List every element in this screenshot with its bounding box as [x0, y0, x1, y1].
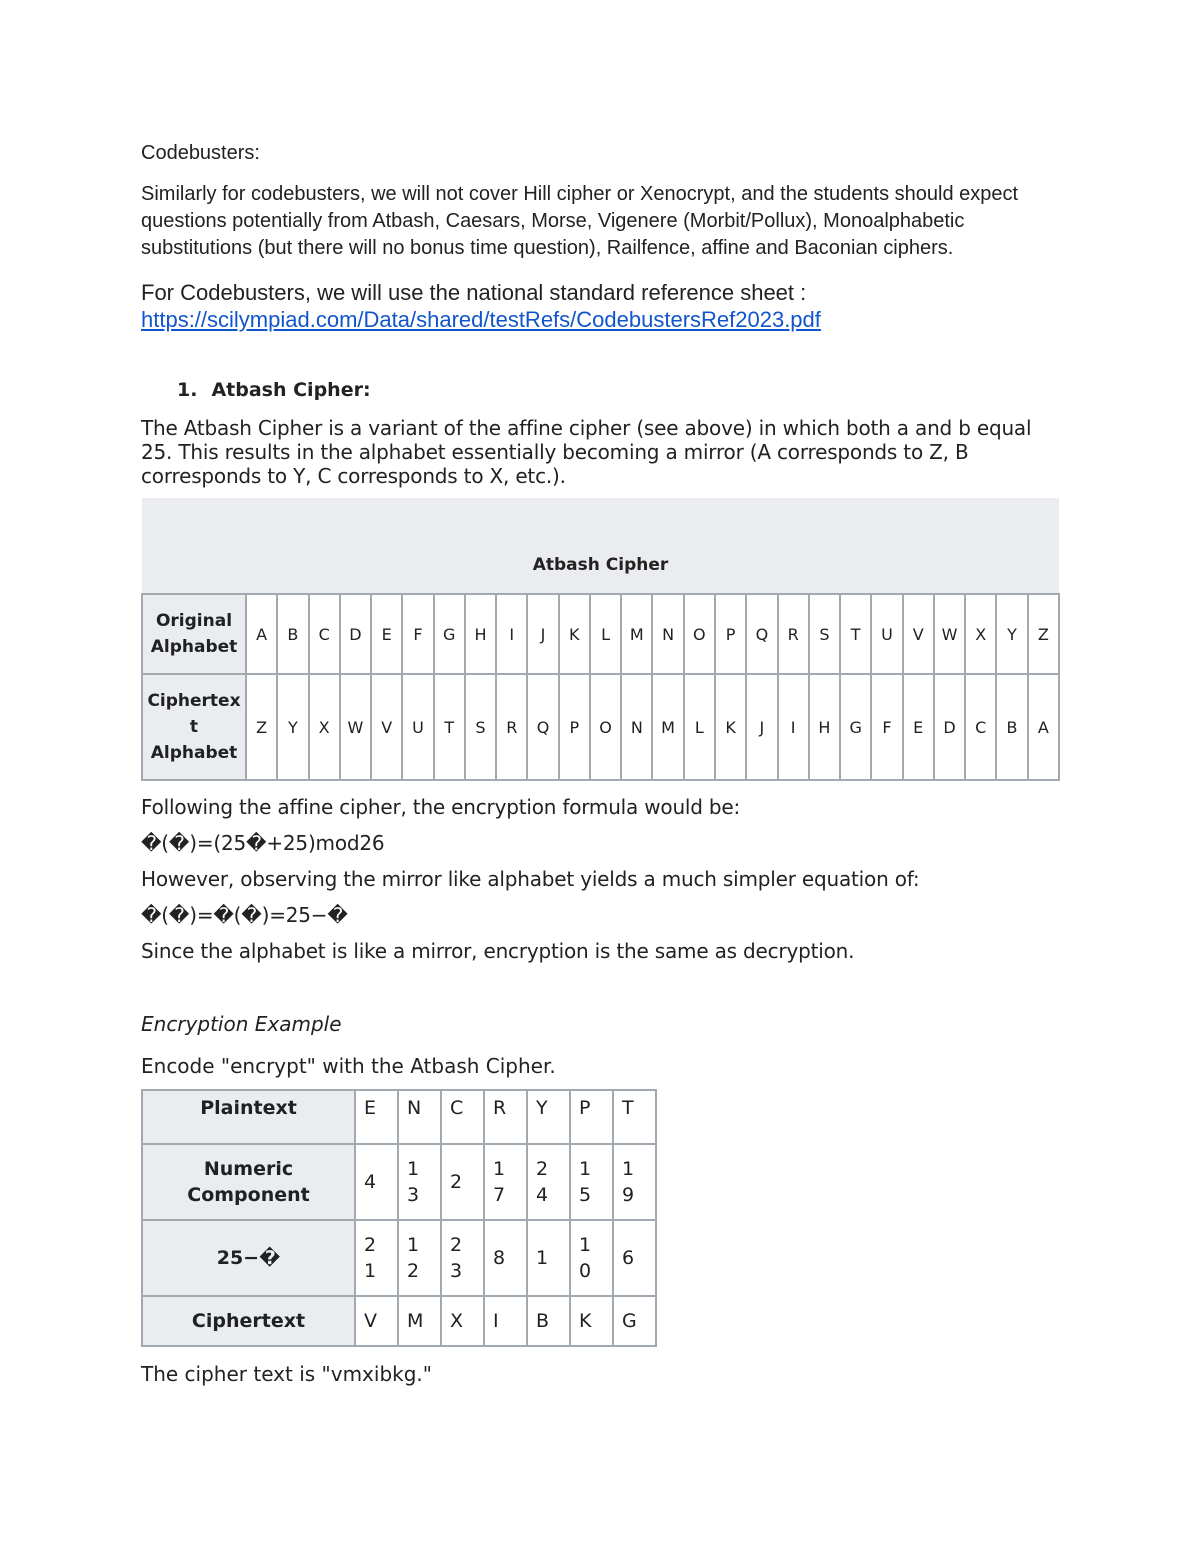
formula-mirror: �(�)=�(�)=25−�: [141, 903, 348, 927]
original-letter-cell: N: [652, 594, 683, 674]
ciphertext-header: Ciphertext: [142, 1296, 355, 1346]
example-cell: 2 3: [441, 1220, 484, 1296]
original-letter-cell: W: [934, 594, 965, 674]
example-cell: P: [570, 1090, 613, 1144]
original-letter-cell: E: [371, 594, 402, 674]
plaintext-header: Plaintext: [142, 1090, 355, 1144]
original-letter-cell: Q: [746, 594, 777, 674]
original-letter-cell: X: [965, 594, 996, 674]
section-body: The Atbash Cipher is a variant of the affine cipher (see above) in which both a and b equal 25. This results in the alphabet essentially becoming a mirror (A corresponds to Z, B corresponds to Y, C corresponds to X, etc.).: [141, 416, 1032, 488]
cipher-letter-cell: G: [840, 674, 871, 780]
cipher-letter-cell: K: [715, 674, 746, 780]
cipher-letter-cell: V: [371, 674, 402, 780]
ciphertext-alphabet-row: [142, 674, 1059, 780]
cipher-letter-cell: Q: [527, 674, 558, 780]
cipher-letter-cell: O: [590, 674, 621, 780]
example-cell: E: [355, 1090, 398, 1144]
mirror-value-header: 25−�: [142, 1220, 355, 1296]
original-letter-cell: A: [246, 594, 277, 674]
example-cell: 2: [441, 1144, 484, 1220]
example-cell: X: [441, 1296, 484, 1346]
original-alphabet-header: Original Alphabet: [142, 594, 246, 674]
example-cell: T: [613, 1090, 656, 1144]
plaintext-row: [142, 1090, 656, 1144]
example-cell: 1 0: [570, 1220, 613, 1296]
example-task: Encode "encrypt" with the Atbash Cipher.: [141, 1054, 556, 1078]
section-title: [177, 377, 1061, 403]
example-cell: 1 7: [484, 1144, 527, 1220]
original-letter-cell: P: [715, 594, 746, 674]
original-alphabet-row: [142, 594, 1059, 674]
example-cell: 1 2: [398, 1220, 441, 1296]
cipher-letter-cell: J: [746, 674, 777, 780]
cipher-letter-cell: Y: [277, 674, 308, 780]
cipher-letter-cell: L: [684, 674, 715, 780]
cipher-letter-cell: P: [559, 674, 590, 780]
example-cell: 8: [484, 1220, 527, 1296]
original-letter-cell: Y: [996, 594, 1027, 674]
example-cell: Y: [527, 1090, 570, 1144]
original-letter-cell: G: [434, 594, 465, 674]
original-letter-cell: L: [590, 594, 621, 674]
original-letter-cell: V: [903, 594, 934, 674]
example-cell: 2 1: [355, 1220, 398, 1296]
original-letter-cell: R: [778, 594, 809, 674]
section-title-text: Atbash Cipher:: [211, 379, 371, 401]
ciphertext-alphabet-header: Ciphertex t Alphabet: [142, 674, 246, 780]
intro-paragraph: Similarly for codebusters, we will not cover Hill cipher or Xenocrypt, and the students should expect questions potentially from Atbash, Caesars, Morse, Vigenere (Morbit/Pollux), Monoalphabetic substitutions (but there will no bonus time question), Railfence, affine and Baconian ciphers.: [141, 183, 1019, 259]
cipher-letter-cell: C: [965, 674, 996, 780]
original-letter-cell: I: [496, 594, 527, 674]
cipher-letter-cell: A: [1028, 674, 1059, 780]
numeric-component-header: Numeric Component: [142, 1144, 355, 1220]
atbash-table: [141, 498, 1060, 781]
atbash-caption: Atbash Cipher: [142, 498, 1059, 594]
cipher-letter-cell: B: [996, 674, 1027, 780]
example-title: Encryption Example: [141, 1012, 342, 1036]
original-letter-cell: O: [684, 594, 715, 674]
document-page: [141, 140, 1061, 1389]
original-letter-cell: U: [871, 594, 902, 674]
atbash-caption-row: [142, 498, 1059, 594]
original-letter-cell: F: [402, 594, 433, 674]
mirror-value-row: [142, 1220, 656, 1296]
cipher-letter-cell: E: [903, 674, 934, 780]
example-cell: 1 5: [570, 1144, 613, 1220]
cipher-letter-cell: Z: [246, 674, 277, 780]
mirror-note: Since the alphabet is like a mirror, encryption is the same as decryption.: [141, 939, 855, 963]
example-cell: 1 9: [613, 1144, 656, 1220]
formula-intro: Following the affine cipher, the encryption formula would be:: [141, 795, 741, 819]
example-cell: I: [484, 1296, 527, 1346]
original-letter-cell: H: [465, 594, 496, 674]
example-cell: M: [398, 1296, 441, 1346]
original-letter-cell: K: [559, 594, 590, 674]
example-cell: 4: [355, 1144, 398, 1220]
section-number: 1.: [177, 379, 198, 401]
cipher-letter-cell: F: [871, 674, 902, 780]
example-cell: 6: [613, 1220, 656, 1296]
encryption-example-table: [141, 1089, 657, 1347]
example-cell: N: [398, 1090, 441, 1144]
ciphertext-row: [142, 1296, 656, 1346]
cipher-letter-cell: H: [809, 674, 840, 780]
original-letter-cell: M: [621, 594, 652, 674]
cipher-letter-cell: X: [309, 674, 340, 780]
original-letter-cell: Z: [1028, 594, 1059, 674]
example-cell: B: [527, 1296, 570, 1346]
formula-block: [141, 789, 1061, 969]
example-conclusion: The cipher text is "vmxibkg.": [141, 1362, 432, 1386]
original-letter-cell: J: [527, 594, 558, 674]
cipher-letter-cell: I: [778, 674, 809, 780]
example-cell: K: [570, 1296, 613, 1346]
example-cell: R: [484, 1090, 527, 1144]
example-cell: C: [441, 1090, 484, 1144]
example-cell: G: [613, 1296, 656, 1346]
original-letter-cell: D: [340, 594, 371, 674]
formula-simpler-intro: However, observing the mirror like alphabet yields a much simpler equation of:: [141, 867, 920, 891]
codebusters-heading: Codebusters:: [141, 142, 260, 164]
cipher-letter-cell: U: [402, 674, 433, 780]
original-letter-cell: S: [809, 594, 840, 674]
example-cell: 1 3: [398, 1144, 441, 1220]
example-cell: 1: [527, 1220, 570, 1296]
cipher-letter-cell: T: [434, 674, 465, 780]
cipher-letter-cell: N: [621, 674, 652, 780]
original-letter-cell: B: [277, 594, 308, 674]
cipher-letter-cell: S: [465, 674, 496, 780]
reference-link[interactable]: https://scilympiad.com/Data/shared/testRefs/CodebustersRef2023.pdf: [141, 307, 821, 332]
formula-affine: �(�)=(25�+25)mod26: [141, 831, 385, 855]
cipher-letter-cell: W: [340, 674, 371, 780]
numeric-component-row: [142, 1144, 656, 1220]
cipher-letter-cell: D: [934, 674, 965, 780]
reference-text: For Codebusters, we will use the national standard reference sheet :: [141, 280, 807, 305]
example-cell: V: [355, 1296, 398, 1346]
example-cell: 2 4: [527, 1144, 570, 1220]
original-letter-cell: T: [840, 594, 871, 674]
cipher-letter-cell: R: [496, 674, 527, 780]
original-letter-cell: C: [309, 594, 340, 674]
cipher-letter-cell: M: [652, 674, 683, 780]
